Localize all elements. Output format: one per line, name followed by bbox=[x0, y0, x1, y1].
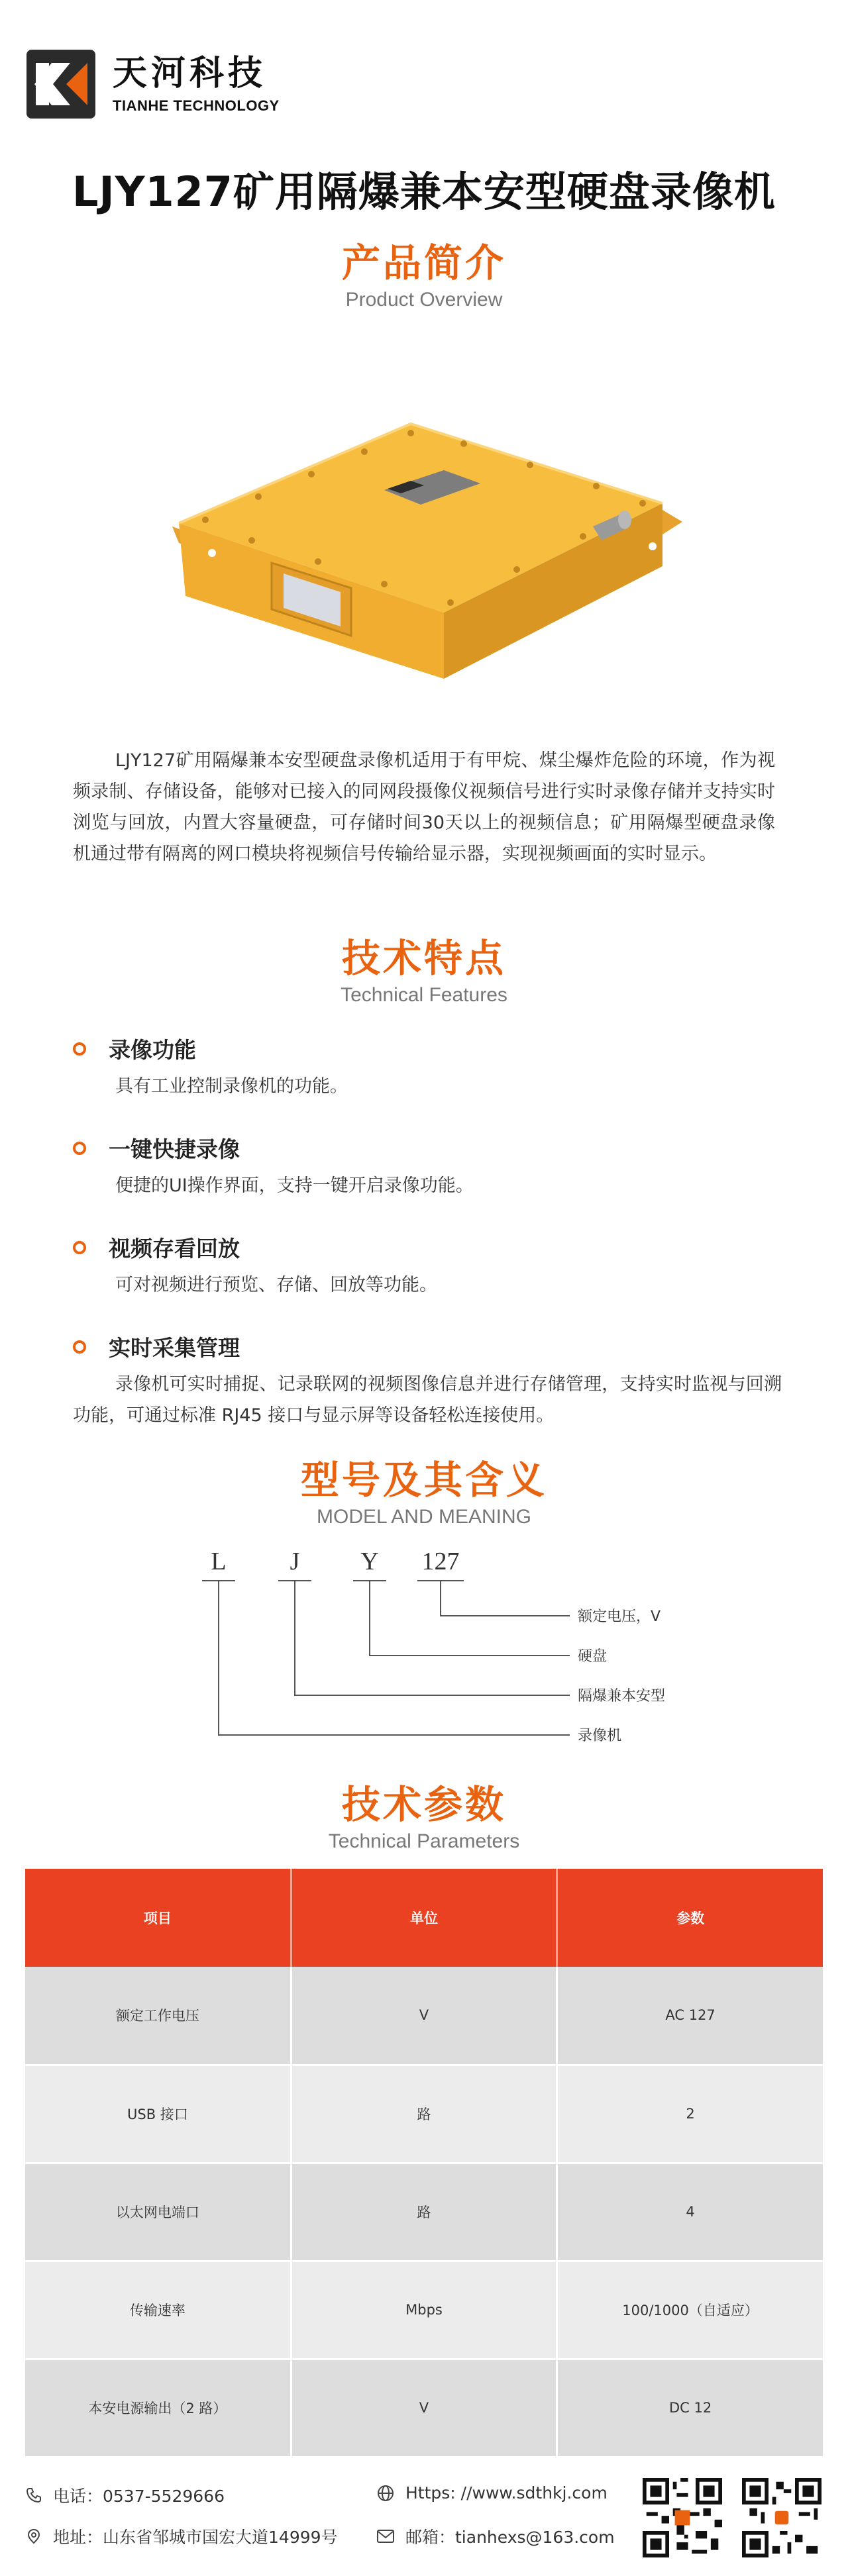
table-cell: 路 bbox=[291, 2065, 556, 2163]
model-meaning-harddisk: 硬盘 bbox=[578, 1648, 608, 1665]
model-title-cn: 型号及其含义 bbox=[300, 1458, 547, 1503]
website-link[interactable]: Https: //www.sdthkj.com bbox=[405, 2483, 608, 2502]
wechat-qr-code-icon bbox=[742, 2478, 822, 2557]
brand-name-cn: 天河科技 bbox=[113, 54, 267, 93]
table-cell: 路 bbox=[291, 2163, 556, 2261]
table-cell: 2 bbox=[557, 2065, 823, 2163]
feature-item bbox=[73, 1033, 782, 1102]
table-cell: 本安电源输出（2 路） bbox=[25, 2359, 291, 2457]
mail-icon bbox=[376, 2528, 395, 2544]
overview-title-en: Product Overview bbox=[345, 289, 503, 311]
table-cell: DC 12 bbox=[557, 2359, 823, 2457]
circle-bullet-icon bbox=[73, 1340, 86, 1354]
model-code-j: J bbox=[290, 1548, 300, 1575]
table-row bbox=[25, 2163, 823, 2261]
model-heading bbox=[0, 1457, 848, 1528]
overview-text: LJY127矿用隔爆兼本安型硬盘录像机适用于有甲烷、煤尘爆炸危险的环境，作为视频录制、存储设备，能够对已接入的同网段摄像仪视频信号进行实时录像存储并支持实时浏览与回放，内置大容量硬盘，可存储时间30天以上的视频信息；矿用隔爆型硬盘录像机通过带有隔离的网口模块将视频信号传输给显示器，实现视频画面的实时显示。 bbox=[73, 750, 775, 864]
feature-desc: 具有工业控制录像机的功能。 bbox=[115, 1076, 348, 1097]
circle-bullet-icon bbox=[73, 1142, 86, 1155]
circle-bullet-icon bbox=[73, 1042, 86, 1056]
company-logo bbox=[26, 48, 280, 121]
feature-item bbox=[73, 1232, 782, 1301]
table-cell: 额定工作电压 bbox=[25, 1967, 291, 2065]
phone-icon bbox=[25, 2487, 42, 2504]
params-heading bbox=[0, 1781, 848, 1853]
table-cell: USB 接口 bbox=[25, 2065, 291, 2163]
overview-title-cn: 产品简介 bbox=[341, 240, 506, 285]
features-title-cn: 技术特点 bbox=[341, 936, 506, 981]
footer-website[interactable] bbox=[376, 2483, 608, 2502]
feature-title: 实时采集管理 bbox=[109, 1335, 240, 1361]
circle-bullet-icon bbox=[73, 1241, 86, 1254]
feature-item bbox=[73, 1331, 782, 1431]
location-icon bbox=[25, 2528, 42, 2545]
table-row bbox=[25, 1967, 823, 2065]
feature-desc: 录像机可实时捕捉、记录联网的视频图像信息并进行存储管理，支持实时监视与回溯功能，可通过标准 RJ45 接口与显示屏等设备轻松连接使用。 bbox=[73, 1374, 782, 1426]
model-diagram bbox=[159, 1543, 755, 1768]
model-code-127: 127 bbox=[421, 1548, 460, 1575]
logo-mark-icon bbox=[26, 50, 95, 119]
column-header: 单位 bbox=[291, 1869, 556, 1967]
product-image bbox=[159, 411, 689, 709]
model-meaning-voltage: 额定电压，V bbox=[578, 1609, 661, 1625]
footer bbox=[0, 2463, 848, 2576]
table-cell: 4 bbox=[557, 2163, 823, 2261]
params-table bbox=[25, 1869, 823, 2458]
footer-address bbox=[25, 2524, 338, 2548]
globe-icon bbox=[376, 2484, 395, 2502]
model-title-en: MODEL AND MEANING bbox=[317, 1506, 531, 1528]
footer-phone bbox=[25, 2483, 225, 2507]
table-cell: V bbox=[291, 2359, 556, 2457]
column-header: 参数 bbox=[557, 1869, 823, 1967]
feature-title: 视频存看回放 bbox=[109, 1236, 240, 1262]
table-cell: Mbps bbox=[291, 2261, 556, 2359]
table-cell: 100/1000（自适应） bbox=[557, 2261, 823, 2359]
page-title: LJY127矿用隔爆兼本安型硬盘录像机 bbox=[72, 168, 776, 216]
footer-email[interactable] bbox=[376, 2524, 615, 2548]
website-qr-code-icon bbox=[643, 2478, 722, 2557]
feature-item bbox=[73, 1132, 782, 1201]
brand-name-en: TIANHE TECHNOLOGY bbox=[113, 97, 280, 114]
feature-title: 一键快捷录像 bbox=[109, 1136, 240, 1162]
table-row bbox=[25, 2261, 823, 2359]
phone-text: 电话：0537-5529666 bbox=[53, 2487, 225, 2506]
table-row bbox=[25, 2065, 823, 2163]
params-title-cn: 技术参数 bbox=[341, 1782, 506, 1827]
table-cell: V bbox=[291, 1967, 556, 2065]
email-link[interactable]: 邮箱：tianhexs@163.com bbox=[405, 2528, 615, 2547]
features-heading bbox=[0, 935, 848, 1007]
overview-heading bbox=[0, 240, 848, 311]
model-code-l: L bbox=[211, 1548, 227, 1575]
table-cell: 传输速率 bbox=[25, 2261, 291, 2359]
features-title-en: Technical Features bbox=[341, 984, 507, 1006]
table-cell: AC 127 bbox=[557, 1967, 823, 2065]
feature-title: 录像功能 bbox=[109, 1037, 196, 1063]
model-meaning-recorder: 录像机 bbox=[578, 1728, 622, 1744]
table-header-row bbox=[25, 1869, 823, 1967]
feature-desc: 可对视频进行预览、存储、回放等功能。 bbox=[115, 1275, 437, 1295]
column-header: 项目 bbox=[25, 1869, 291, 1967]
model-meaning-explosion-proof: 隔爆兼本安型 bbox=[578, 1688, 666, 1705]
table-row bbox=[25, 2359, 823, 2457]
table-cell: 以太网电端口 bbox=[25, 2163, 291, 2261]
model-code-y: Y bbox=[360, 1548, 379, 1575]
feature-desc: 便捷的UI操作界面，支持一键开启录像功能。 bbox=[115, 1175, 474, 1196]
address-text: 地址：山东省邹城市国宏大道14999号 bbox=[53, 2528, 338, 2547]
params-title-en: Technical Parameters bbox=[328, 1830, 520, 1852]
